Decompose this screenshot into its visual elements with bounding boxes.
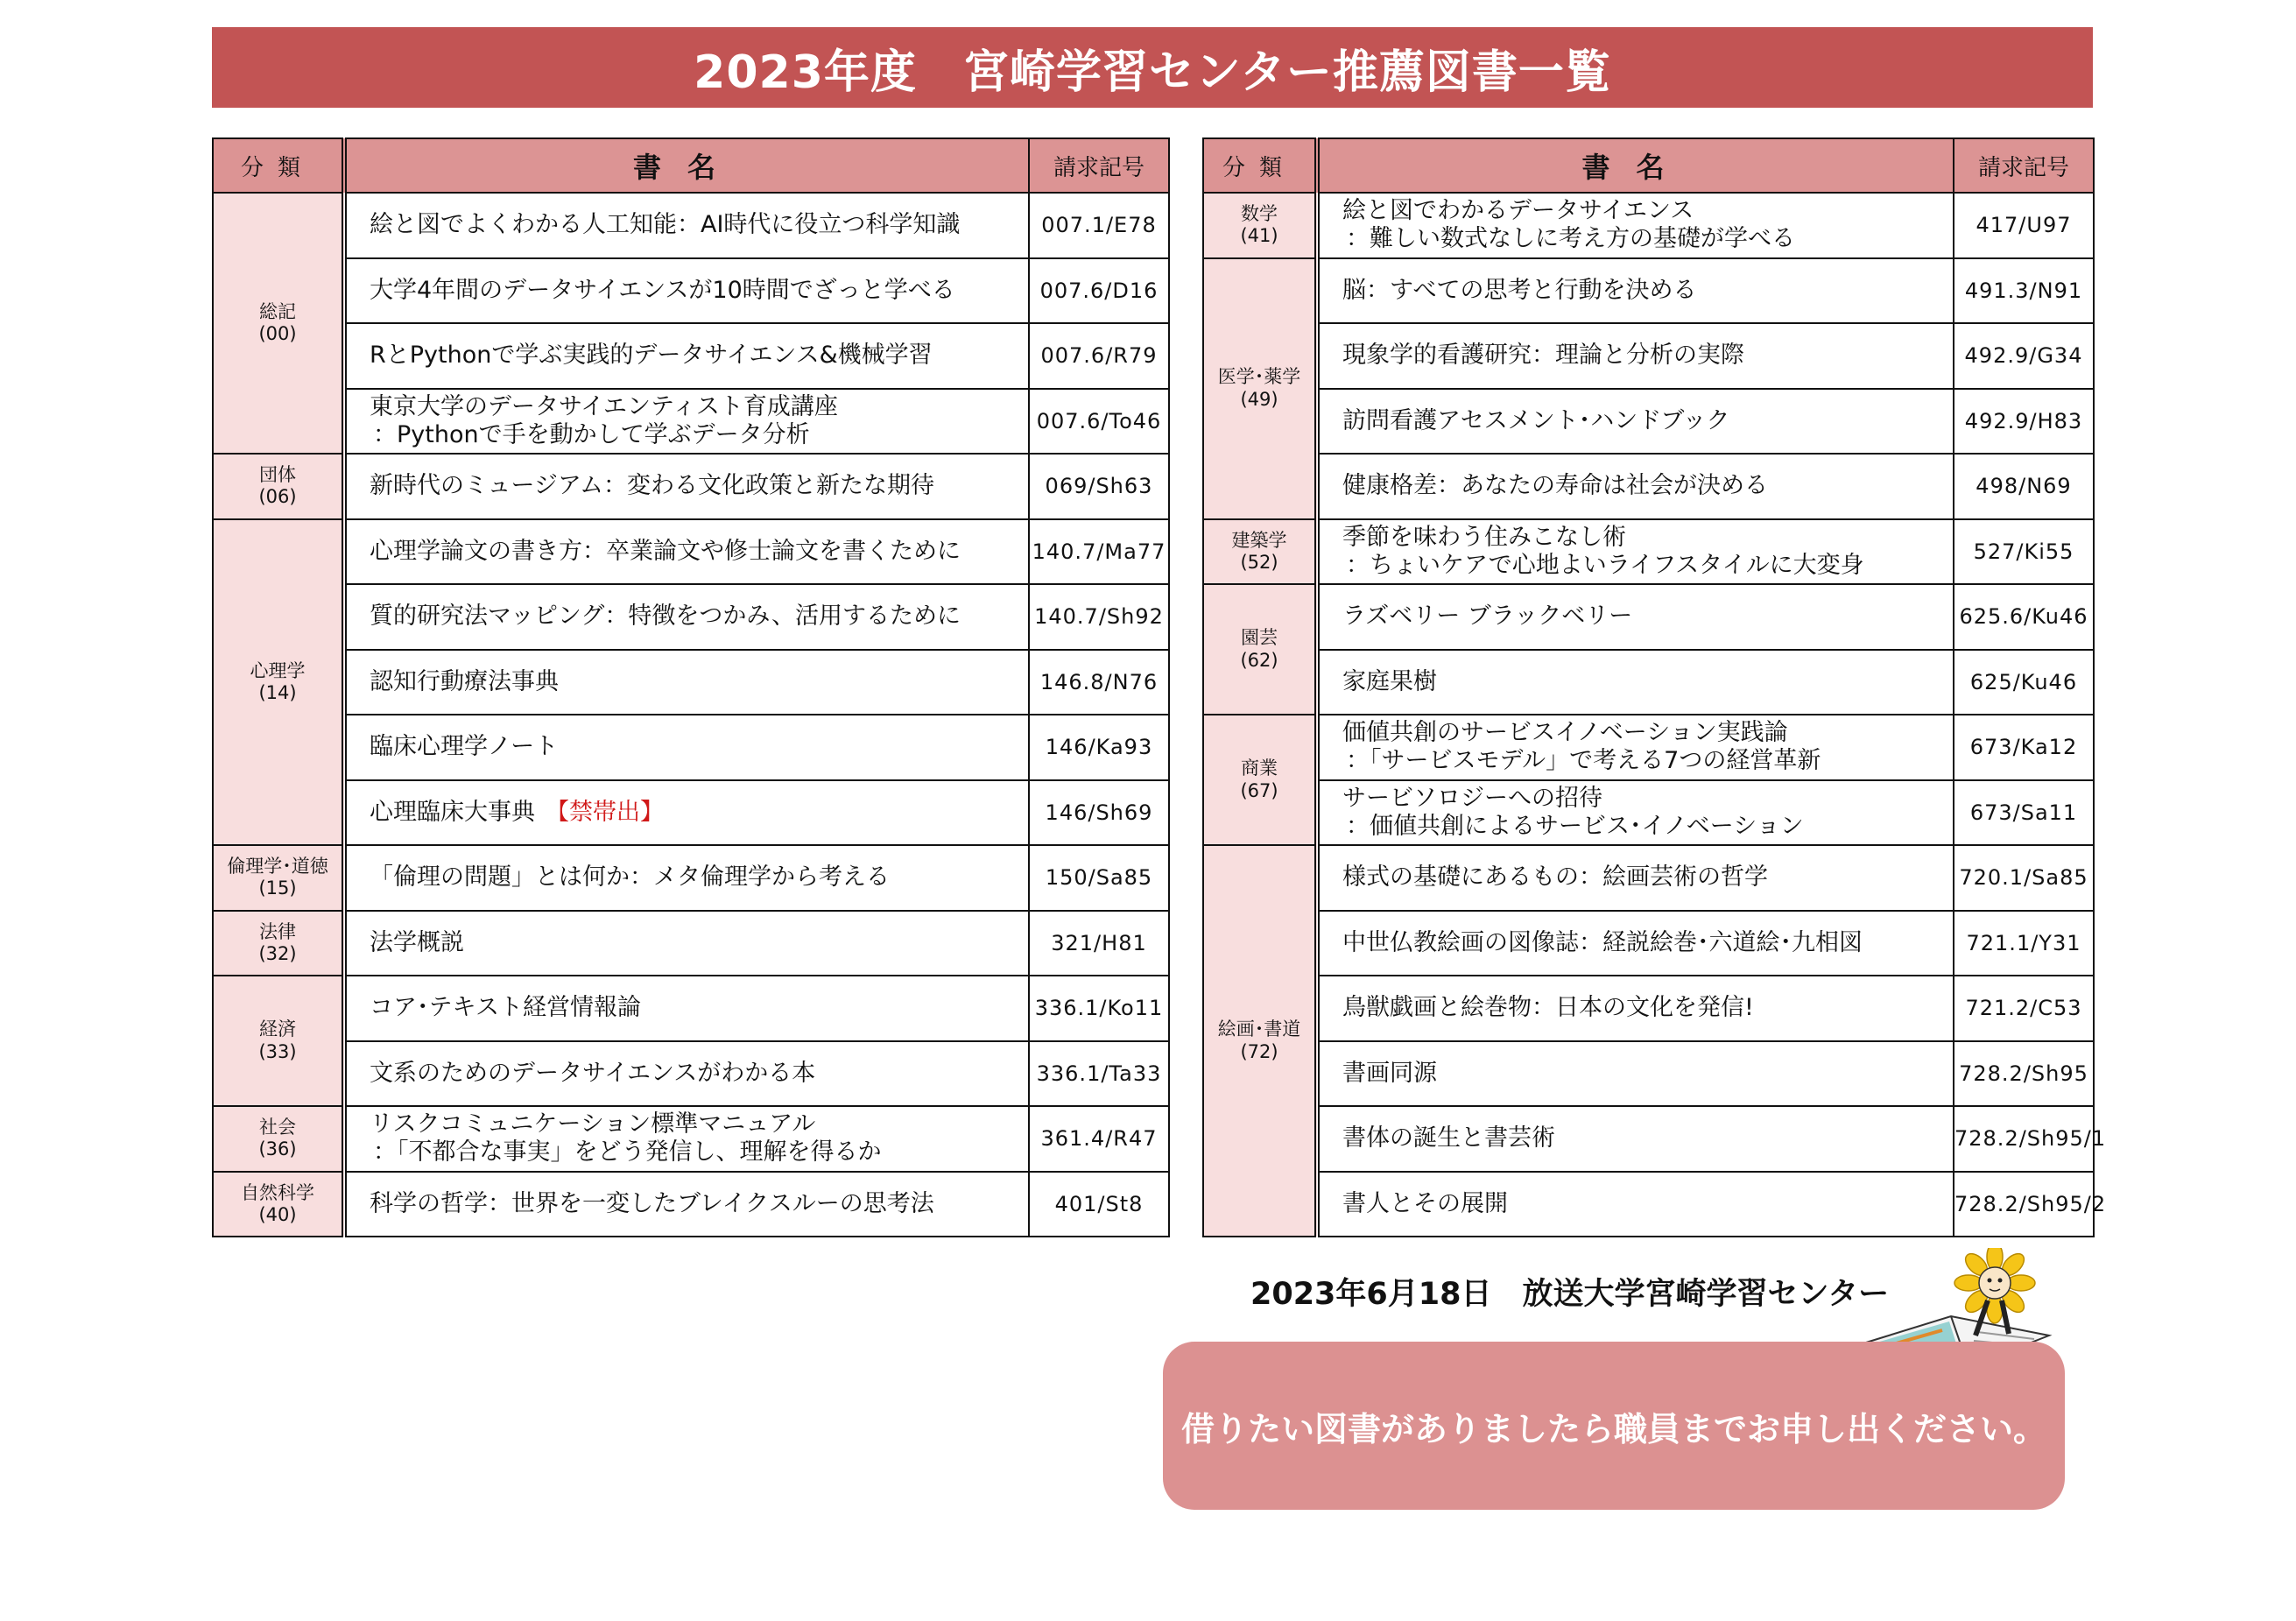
title-header: 書名 [344, 138, 1029, 193]
book-title-cell [1317, 780, 1954, 846]
category-name: 倫理学･道徳 [227, 856, 328, 877]
book-title-cell [344, 911, 1029, 976]
book-subtitle: ：「サービスモデル」で考える7つの経営革新 [1346, 747, 1821, 775]
book-title: 東京大学のデータサイエンティスト育成講座 [370, 392, 838, 420]
call-number: 007.6/D16 [1029, 258, 1169, 324]
book-row [1203, 193, 2094, 258]
book-title-cell [344, 193, 1029, 258]
book-row [213, 845, 1169, 911]
book-title: 絵と図でわかるデータサイエンス [1342, 197, 1694, 225]
book-subtitle: ：価値共創によるサービス･イノベーション [1346, 812, 1804, 840]
book-title-cell [1317, 193, 1954, 258]
book-title: 文系のためのデータサイエンスがわかる本 [370, 1059, 816, 1087]
book-title: RとPythonで学ぶ実践的データサイエンス&機械学習 [370, 342, 933, 370]
book-row [213, 323, 1169, 389]
book-title: 価値共創のサービスイノベーション実践論 [1342, 719, 1788, 747]
book-title: ラズベリー ブラックベリー [1342, 603, 1633, 631]
book-title: サービソロジーへの招待 [1342, 784, 1602, 812]
page-title: 2023年度 宮崎学習センター推薦図書一覧 [212, 27, 2093, 108]
call-number: 492.9/G34 [1954, 323, 2094, 389]
book-title: 臨床心理学ノート [370, 733, 559, 761]
call-number: 673/Ka12 [1954, 715, 2094, 780]
book-title: 書画同源 [1342, 1059, 1437, 1087]
call-number: 321/H81 [1029, 911, 1169, 976]
call-number: 007.6/R79 [1029, 323, 1169, 389]
category-code: (14) [258, 681, 297, 703]
call-number: 007.1/E78 [1029, 193, 1169, 258]
call-number: 728.2/Sh95/2 [1954, 1172, 2094, 1237]
book-title: リスクコミュニケーション標準マニュアル [370, 1110, 816, 1138]
book-row [1203, 519, 2094, 585]
call-number: 336.1/Ko11 [1029, 976, 1169, 1041]
book-title-cell [344, 1041, 1029, 1107]
category-name: 絵画･書道 [1217, 1018, 1301, 1040]
book-title-cell [1317, 1106, 1954, 1172]
book-title: 科学の哲学：世界を一変したブレイクスルーの思考法 [370, 1189, 934, 1217]
book-title: 脳：すべての思考と行動を決める [1342, 276, 1697, 304]
book-row [213, 258, 1169, 324]
category-cell [213, 911, 344, 976]
book-title-cell [344, 258, 1029, 324]
category-name: 法律 [259, 920, 296, 942]
request-note: 借りたい図書がありましたら職員までお申し出ください。 [1163, 1342, 2065, 1510]
book-title: 法学概説 [370, 928, 464, 956]
book-title-cell [344, 519, 1029, 585]
category-cell [213, 519, 344, 846]
category-code: (33) [258, 1040, 297, 1062]
reference-only-note: 【禁帯出】 [546, 798, 664, 826]
book-title: 大学4年間のデータサイエンスが10時間でざっと学べる [370, 276, 955, 304]
book-title: 心理学論文の書き方：卒業論文や修士論文を書くために [370, 537, 961, 565]
book-row [213, 454, 1169, 519]
category-cell [213, 193, 344, 454]
category-cell [213, 976, 344, 1106]
book-row [1203, 1106, 2094, 1172]
category-name: 園芸 [1241, 627, 1278, 649]
book-title-cell [1317, 911, 1954, 976]
book-title-cell [1317, 650, 1954, 715]
call-number-header: 請求記号 [1029, 138, 1169, 193]
category-cell [213, 454, 344, 519]
book-title-cell [344, 1106, 1029, 1172]
call-number: 146/Sh69 [1029, 780, 1169, 846]
book-row [1203, 780, 2094, 846]
book-title-cell [344, 1172, 1029, 1237]
book-row [213, 1172, 1169, 1237]
book-row [1203, 389, 2094, 455]
call-number: 336.1/Ta33 [1029, 1041, 1169, 1107]
category-name: 心理学 [250, 659, 306, 681]
book-title-cell [344, 650, 1029, 715]
book-row [213, 193, 1169, 258]
category-code: (40) [258, 1203, 297, 1225]
category-cell [213, 845, 344, 911]
book-title: 現象学的看護研究：理論と分析の実際 [1342, 342, 1744, 370]
book-title: 新時代のミュージアム：変わる文化政策と新たな期待 [370, 472, 935, 500]
call-number: 728.2/Sh95/1 [1954, 1106, 2094, 1172]
category-cell [213, 1172, 344, 1237]
date-and-organization: 2023年6月18日 放送大学宮崎学習センター [1250, 1277, 1890, 1312]
book-title-cell [344, 845, 1029, 911]
book-row [213, 715, 1169, 780]
book-title: 様式の基礎にあるもの：絵画芸術の哲学 [1342, 863, 1768, 892]
category-code: (62) [1240, 649, 1278, 671]
book-row [1203, 584, 2094, 650]
book-title-cell [1317, 845, 1954, 911]
category-name: 医学･薬学 [1217, 366, 1301, 388]
book-title-cell [1317, 1172, 1954, 1237]
category-name: 数学 [1241, 203, 1278, 225]
call-number: 140.7/Ma77 [1029, 519, 1169, 585]
call-number: 673/Sa11 [1954, 780, 2094, 846]
call-number: 728.2/Sh95 [1954, 1041, 2094, 1107]
category-name: 自然科学 [241, 1181, 314, 1203]
call-number: 721.2/C53 [1954, 976, 2094, 1041]
category-name: 商業 [1241, 758, 1278, 779]
book-subtitle: ：Pythonで手を動かして学ぶデータ分析 [373, 420, 810, 448]
book-title: 心理臨床大事典 [370, 798, 535, 826]
call-number: 140.7/Sh92 [1029, 584, 1169, 650]
book-title: 家庭果樹 [1342, 667, 1437, 695]
category-code: (06) [258, 486, 297, 508]
book-table-right [1202, 137, 2107, 1237]
category-code: (15) [258, 877, 297, 899]
book-title: 書人とその展開 [1342, 1189, 1508, 1217]
category-cell [1203, 258, 1317, 519]
book-row [213, 650, 1169, 715]
category-cell [1203, 193, 1317, 258]
book-row [1203, 454, 2094, 519]
book-title-cell [1317, 519, 1954, 585]
book-row [1203, 976, 2094, 1041]
book-title: 鳥獣戯画と絵巻物：日本の文化を発信! [1342, 994, 1754, 1022]
category-header: 分類 [213, 138, 344, 193]
book-row [213, 584, 1169, 650]
book-title-cell [344, 584, 1029, 650]
book-title: 健康格差：あなたの寿命は社会が決める [1342, 472, 1768, 500]
category-code: (32) [258, 942, 297, 964]
call-number: 146.8/N76 [1029, 650, 1169, 715]
book-row [1203, 1041, 2094, 1107]
category-code: (52) [1240, 551, 1278, 573]
book-row [1203, 650, 2094, 715]
book-title: 「倫理の問題」とは何か：メタ倫理学から考える [370, 863, 890, 892]
book-title-cell [1317, 389, 1954, 455]
book-row [213, 976, 1169, 1041]
call-number: 401/St8 [1029, 1172, 1169, 1237]
book-title: 質的研究法マッピング：特徴をつかみ、活用するために [370, 603, 961, 631]
call-number: 492.9/H83 [1954, 389, 2094, 455]
category-cell [1203, 584, 1317, 715]
category-name: 社会 [259, 1117, 296, 1138]
book-title-cell [1317, 1041, 1954, 1107]
book-title-cell [344, 389, 1029, 455]
book-title-cell [344, 780, 1029, 846]
book-subtitle: ：「不都合な事実」をどう発信し、理解を得るか [373, 1138, 882, 1166]
book-row [213, 389, 1169, 455]
category-code: (36) [258, 1138, 297, 1160]
book-title: 絵と図でよくわかる人工知能：AI時代に役立つ科学知識 [370, 211, 961, 239]
call-number: 527/Ki55 [1954, 519, 2094, 585]
book-title-cell [344, 454, 1029, 519]
call-number: 720.1/Sa85 [1954, 845, 2094, 911]
category-cell [1203, 845, 1317, 1237]
category-cell [213, 1106, 344, 1172]
book-row [1203, 845, 2094, 911]
book-title-cell [344, 976, 1029, 1041]
book-title: 季節を味わう住みこなし術 [1342, 523, 1626, 551]
book-title-cell [1317, 258, 1954, 324]
call-number: 007.6/To46 [1029, 389, 1169, 455]
book-title-cell [1317, 454, 1954, 519]
call-number: 150/Sa85 [1029, 845, 1169, 911]
call-number: 498/N69 [1954, 454, 2094, 519]
book-title-cell [344, 715, 1029, 780]
book-row [213, 911, 1169, 976]
book-title-cell [1317, 323, 1954, 389]
book-row [213, 1106, 1169, 1172]
book-title-cell [1317, 715, 1954, 780]
call-number: 625/Ku46 [1954, 650, 2094, 715]
book-title: 認知行動療法事典 [370, 667, 559, 695]
category-name: 団体 [259, 464, 296, 486]
category-name: 総記 [259, 300, 296, 322]
book-row [1203, 715, 2094, 780]
book-title: コア･テキスト経営情報論 [370, 994, 641, 1022]
book-row [1203, 911, 2094, 976]
book-row [1203, 323, 2094, 389]
book-row [213, 519, 1169, 585]
category-code: (41) [1240, 225, 1278, 247]
category-cell [1203, 715, 1317, 845]
call-number: 069/Sh63 [1029, 454, 1169, 519]
book-table-left [212, 137, 1170, 1237]
call-number: 417/U97 [1954, 193, 2094, 258]
book-title-cell [1317, 976, 1954, 1041]
category-code: (67) [1240, 779, 1278, 801]
category-cell [1203, 519, 1317, 585]
book-row [213, 1041, 1169, 1107]
book-title: 訪問看護アセスメント･ハンドブック [1342, 406, 1730, 434]
category-code: (49) [1240, 388, 1278, 410]
call-number-header: 請求記号 [1954, 138, 2094, 193]
book-row [213, 780, 1169, 846]
call-number: 721.1/Y31 [1954, 911, 2094, 976]
book-subtitle: ：ちょいケアで心地よいライフスタイルに大変身 [1346, 551, 1864, 579]
book-title: 書体の誕生と書芸術 [1342, 1124, 1555, 1152]
book-title-cell [1317, 584, 1954, 650]
call-number: 491.3/N91 [1954, 258, 2094, 324]
book-title-cell [344, 323, 1029, 389]
category-name: 経済 [259, 1018, 296, 1040]
book-row [1203, 1172, 2094, 1237]
call-number: 361.4/R47 [1029, 1106, 1169, 1172]
title-header: 書名 [1317, 138, 1954, 193]
category-code: (00) [258, 323, 297, 344]
category-code: (72) [1240, 1040, 1278, 1062]
category-header: 分類 [1203, 138, 1317, 193]
book-title: 中世仏教絵画の図像誌：経説絵巻･六道絵･九相図 [1342, 928, 1863, 956]
call-number: 625.6/Ku46 [1954, 584, 2094, 650]
book-subtitle: ：難しい数式なしに考え方の基礎が学べる [1346, 225, 1795, 253]
call-number: 146/Ka93 [1029, 715, 1169, 780]
book-row [1203, 258, 2094, 324]
category-name: 建築学 [1231, 529, 1287, 551]
